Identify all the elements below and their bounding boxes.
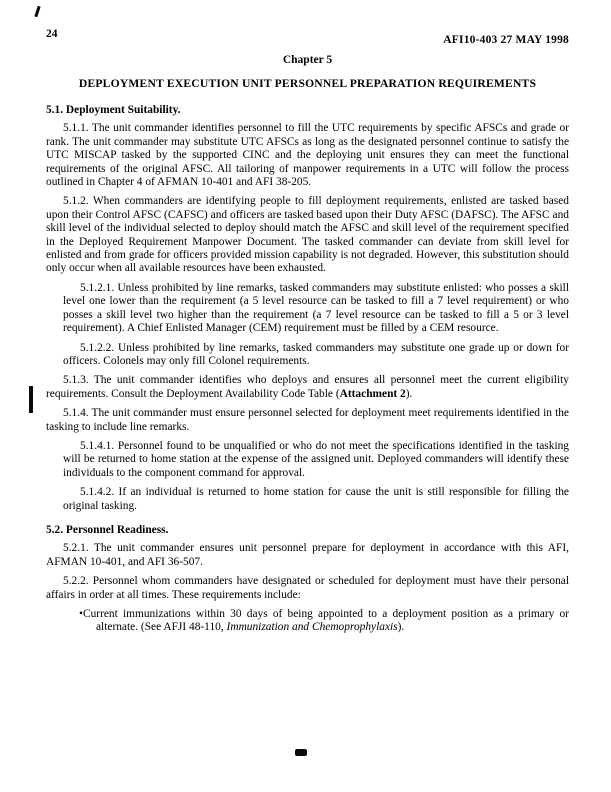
para-5-1-4 (46, 407, 569, 434)
para-5-1-2-2 (63, 342, 569, 369)
text-segment: 5.2. Personnel Readiness. (46, 523, 169, 536)
change-bar (29, 386, 33, 413)
text-segment: 5.1.2.1. Unless prohibited by line remarks, tasked commanders may substitute enlisted: who posses a skill level one lower than the requirement (a 5 level resource can be tasked to fill a 7 level requirement) or who posses a skill level two higher than the requirement (a 7 level resource can be tasked to fill a 5 or 3 level requirement). A Chief Enlisted Manager (CEM) requirement must be filled by a CEM resource. (63, 281, 569, 335)
text-segment: 5.1. Deployment Suitability. (46, 104, 181, 116)
page-number: 24 (46, 28, 58, 40)
document-reference: AFI10-403 27 MAY 1998 (443, 34, 569, 46)
scan-artifact-top (34, 6, 40, 17)
para-5-2-2 (46, 575, 569, 602)
text-segment: 5.2.2. Personnel whom commanders have designated or scheduled for deployment must have their personal affairs in order at all times. These requirements include: (46, 575, 569, 601)
para-5-1-1 (46, 122, 569, 189)
text-segment: Attachment 2 (339, 387, 406, 400)
text-segment: 5.1.2. When commanders are identifying people to fill deployment requirements, enlisted are tasked based upon their Control AFSC (CAFSC) and officers are tasked based upon their Duty AFSC (DAFSC). The AFSC and skill level of the individual selected to deploy should match the AFSC and skill level of the requirement specified in the Deployed Requirement Manpower Document. The tasked commander can deviate from skill level for enlisted and from grade for officers provided mission capability is not degraded. However, this substitution should only occur when all available resources have been exhausted. (46, 195, 569, 275)
text-segment: 5.2.1. The unit commander ensures unit personnel prepare for deployment in accordance with this AFI, AFMAN 10-401, and AFI 36-507. (46, 542, 569, 568)
document-body (46, 104, 569, 635)
text-segment: ). (397, 621, 405, 634)
para-5-1-4-1 (63, 440, 569, 480)
text-segment: ). (405, 387, 413, 400)
section-5-2-heading (46, 524, 569, 537)
para-bullet-immunizations (79, 608, 569, 635)
text-segment: •Current immunizations within 30 days of being appointed to a deployment position as a primary or alternate. (See AFJI 48-110, (79, 608, 569, 634)
text-segment: 5.1.4.1. Personnel found to be unqualified or who do not meet the specifications identified in the tasking will be returned to home station at the expense of the assigned unit. Deployed commanders will identify these individuals to the component command for approval. (63, 439, 569, 479)
section-5-1-heading (46, 104, 569, 117)
text-segment: 5.1.1. The unit commander identifies personnel to fill the UTC requirements by specific AFSCs and grade or rank. The unit commander may substitute UTC AFSCs as long as the designated personnel continue to satisfy the UTC MISCAP tasked by the supported CINC and the deploying unit ensures they can meet the functional requirements of the original AFSC. All tailoring of manpower requirements in a UTC will follow the process outlined in Chapter 4 of AFMAN 10-401 and AFI 38-205. (46, 122, 569, 189)
text-segment: 5.1.2.2. Unless prohibited by line remarks, tasked commanders may substitute one grade up or down for officers. Colonels may only fill Colonel requirements. (63, 341, 569, 367)
text-segment: 5.1.4. The unit commander must ensure personnel selected for deployment meet requirements identified in the tasking to include line remarks. (46, 407, 569, 433)
para-5-1-4-2 (63, 486, 569, 513)
page-header (46, 26, 569, 46)
scan-artifact-bottom (295, 749, 307, 756)
page-title: DEPLOYMENT EXECUTION UNIT PERSONNEL PREPARATION REQUIREMENTS (78, 77, 537, 90)
text-segment: Immunization and Chemoprophylaxis (226, 621, 398, 634)
para-5-1-3 (46, 374, 569, 401)
chapter-label: Chapter 5 (282, 54, 333, 66)
text-segment: 5.1.3. The unit commander identifies who deploys and ensures all personnel meet the current eligibility requirements. Consult the Deployment Availability Code Table ( (46, 374, 569, 400)
para-5-2-1 (46, 542, 569, 569)
para-5-1-2-1 (63, 282, 569, 336)
text-segment: 5.1.4.2. If an individual is returned to home station for cause the unit is still responsible for filling the original tasking. (63, 486, 569, 512)
para-5-1-2 (46, 195, 569, 275)
